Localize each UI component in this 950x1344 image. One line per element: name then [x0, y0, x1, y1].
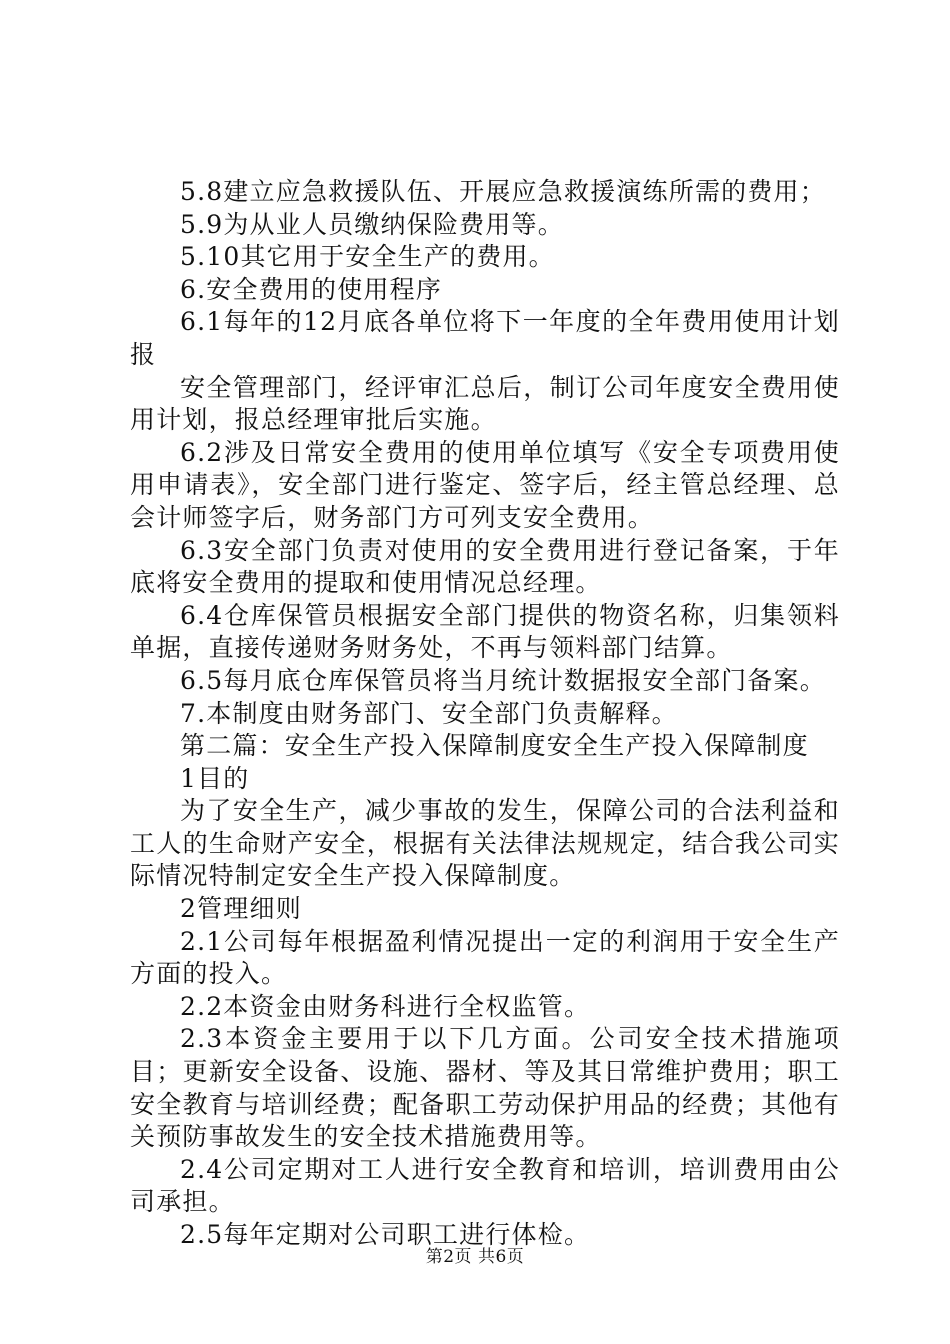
heading-6: 6.安全费用的使用程序: [180, 274, 443, 304]
paragraph-5-10: 5.10其它用于安全生产的费用。: [180, 242, 555, 272]
paragraph-2-3: 2.3本资金主要用于以下几方面。公司安全技术措施项目；更新安全设备、设施、器材、等及其日常维护费用；职工安全教育与培训经费；配备职工劳动保护用品的经费；其他有关预防事故发生的安全技术措施费用等。: [130, 1024, 840, 1152]
paragraph-6-5: 6.5每月底仓库保管员将当月统计数据报安全部门备案。: [180, 665, 826, 695]
page-footer: 第2页 共6页: [425, 1247, 525, 1267]
paragraph-2-2: 2.2本资金由财务科进行全权监管。: [180, 991, 591, 1021]
paragraph-2-4: 2.4公司定期对工人进行安全教育和培训，培训费用由公司承担。: [130, 1154, 840, 1217]
paragraph-6-1-continued: 安全管理部门，经评审汇总后，制订公司年度安全费用使用计划，报总经理审批后实施。: [130, 372, 840, 435]
paragraph-6-4: 6.4仓库保管员根据安全部门提供的物资名称，归集领料单据，直接传递财务财务处，不再与领料部门结算。: [130, 600, 840, 663]
paragraph-2-5: 2.5每年定期对公司职工进行体检。: [180, 1220, 591, 1249]
paragraph-6-1: 6.1每年的12月底各单位将下一年度的全年费用使用计划报: [130, 307, 840, 369]
document-body: [130, 176, 840, 1252]
heading-2-rules: 2管理细则: [180, 894, 302, 924]
paragraph-6-3: 6.3安全部门负责对使用的安全费用进行登记备案，于年底将安全费用的提取和使用情况总经理。: [130, 535, 840, 598]
paragraph-2-1: 2.1公司每年根据盈利情况提出一定的利润用于安全生产方面的投入。: [130, 926, 840, 989]
paragraph-7: 7.本制度由财务部门、安全部门负责解释。: [180, 698, 678, 728]
paragraph-6-2: 6.2涉及日常安全费用的使用单位填写《安全专项费用使用申请表》，安全部门进行鉴定、签字后，经主管总经理、总会计师签字后，财务部门方可列支安全费用。: [130, 437, 840, 532]
paragraph-5-9: 5.9为从业人员缴纳保险费用等。: [180, 209, 564, 239]
section-title-part-two: 第二篇：安全生产投入保障制度安全生产投入保障制度: [180, 731, 809, 761]
paragraph-purpose: 为了安全生产，减少事故的发生，保障公司的合法利益和工人的生命财产安全，根据有关法律法规规定，结合我公司实际情况特制定安全生产投入保障制度。: [130, 796, 840, 891]
paragraph-5-8: 5.8建立应急救援队伍、开展应急救援演练所需的费用；: [180, 177, 826, 206]
heading-1-purpose: 1目的: [180, 763, 250, 793]
